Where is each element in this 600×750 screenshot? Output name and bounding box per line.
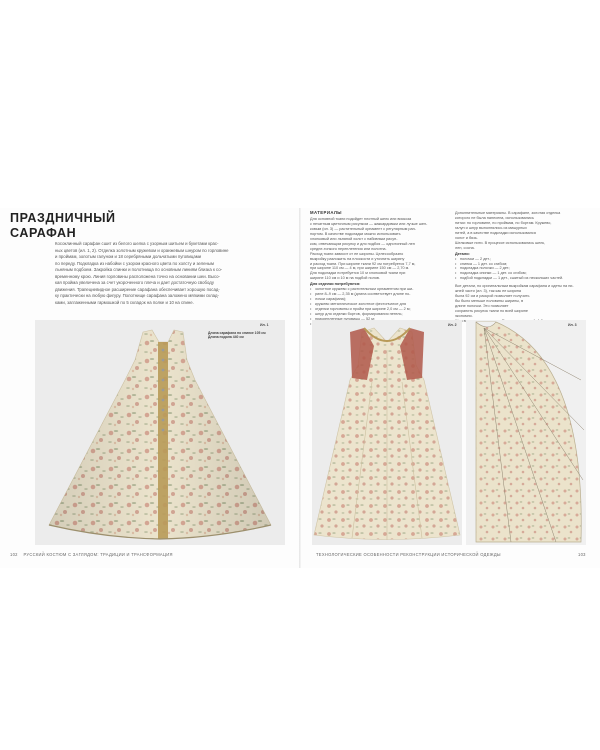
sarafan-front-illustration bbox=[35, 320, 285, 545]
materials-line: выкройку разложить на плоскости и уточнить ширину bbox=[310, 256, 405, 261]
intro-line: и проймам, золотым галуном и 18 серебряными дольчатыми пуговицами bbox=[55, 254, 202, 260]
materials-line: при ширине 110 см — 4 м, при ширине 150 см — 2,70 м. bbox=[310, 266, 410, 271]
intro-line: кая пройма увеличена за счет укороченного плеча и дает достаточную свободу bbox=[55, 280, 214, 286]
pattern-layout-illustration bbox=[466, 320, 586, 545]
details-item: • полочки — 2 дет.; bbox=[455, 257, 587, 262]
details-column bbox=[455, 211, 587, 325]
annotation-hem-length: Длина подола 440 см bbox=[208, 335, 244, 340]
trim-item: • отделки горловины и пройм при ширине 2,0 см — 2 м; bbox=[310, 307, 438, 312]
intro-line: по переду. Подкладка из набойки с узором красного цвета по холсту и зеленым bbox=[55, 260, 214, 266]
left-running-title: РУССКИЙ КОСТЮМ С ЗАГЛЯДОМ: ТРАДИЦИИ И ТРАНСФОРМАЦИЯ bbox=[23, 552, 173, 557]
trim-item: • кружево металлическое золотное фестончатое для bbox=[310, 302, 438, 307]
intro-line: льняным подбоем. Закройка спинки и полотнища по основным линиям близка к со- bbox=[55, 267, 223, 273]
annotation-back-length: Длина сарафана по спинке 105 см bbox=[208, 331, 266, 335]
intro-line: ками, заглаженными гармошкой по 5 складок на полке и 10 на спине. bbox=[55, 299, 194, 305]
cutting-line: была 92 см и раскрой позволяет получить bbox=[455, 294, 530, 299]
materials-heading: МАТЕРИАЛЫ bbox=[310, 210, 342, 215]
trim-item: • золотное кружево с растительным орнаментом при ши- bbox=[310, 287, 438, 292]
intro-paragraph bbox=[55, 241, 287, 306]
cutting-line: сохранить рисунок ткани по всей ширине bbox=[455, 309, 528, 314]
cutting-line: длине полочки. Это позволяет bbox=[455, 304, 509, 309]
figure-3-photo bbox=[466, 320, 586, 545]
right-folio bbox=[316, 552, 501, 557]
cutting-line: экономно. bbox=[455, 314, 473, 319]
left-page-number: 102 bbox=[10, 552, 18, 557]
materials-text bbox=[310, 217, 438, 281]
right-page-number: 103 bbox=[578, 552, 586, 557]
cutting-line: жней части (ил. 3), так как ее ширина bbox=[455, 289, 522, 294]
trim-item: • лочки сарафана); bbox=[310, 297, 438, 302]
details-list bbox=[455, 257, 587, 282]
materials-line: хлопковый или льняной холст с набивным рисун- bbox=[310, 236, 398, 241]
left-folio bbox=[10, 552, 173, 557]
details-subheading: Детали: bbox=[455, 251, 470, 256]
figure-2-label: Ил. 2 bbox=[448, 323, 457, 327]
details-item: • подбой подкладки — 1 дет., сшитый из нескольких частей. bbox=[455, 276, 587, 281]
cutting-text bbox=[455, 284, 587, 324]
extra-line: которого не была нанесена, использовались bbox=[455, 215, 534, 220]
extra-materials-text bbox=[455, 211, 587, 251]
intro-line: ных цветов (ил. 1, 2). Отделка золотным кружевом и оранжевым шнуром по горловине bbox=[55, 247, 229, 253]
cutting-line: Все детали, по оригинальным выкройкам сарафана и одеты на ни- bbox=[455, 284, 574, 289]
intro-line: ку практически на любую фигуру. Полотнище сарафана заложено мягкими склад- bbox=[55, 293, 219, 299]
intro-line: Косоклинный сарафан сшит из белого шелка с узорным шитьем и букетами крас- bbox=[55, 241, 219, 246]
materials-line: и расход ткани. При ширине ткани 92 см потребуется 7,7 м, bbox=[310, 261, 416, 266]
figure-1-label: Ил. 1 bbox=[260, 323, 269, 327]
figure-2-photo bbox=[312, 320, 462, 545]
materials-column bbox=[310, 211, 438, 327]
trim-item: • шнур для отделки бортов, формирования петель; bbox=[310, 312, 438, 317]
right-running-title: ТЕХНОЛОГИЧЕСКИЕ ОСОБЕННОСТИ РЕКОНСТРУКЦИИ ИСТОРИЧЕСКОЙ ОДЕЖДЫ bbox=[316, 552, 501, 557]
title-line-2: САРАФАН bbox=[10, 226, 77, 240]
materials-line: ковым (ил. 3) — растительный орнамент с регулярным рап- bbox=[310, 226, 416, 231]
figure-1-annotation bbox=[208, 331, 266, 339]
trim-subheading: Для отделки потребуются: bbox=[310, 282, 361, 287]
materials-line: с печатным цветочным рисунком — жаккардовым или лучше шел- bbox=[310, 221, 428, 226]
intro-line: движения. Трапециевидное расширение сарафана обеспечивает хорошую посад- bbox=[55, 286, 220, 292]
extra-line: Дополнительные материалы. В сарафане, золотая отделка bbox=[455, 211, 561, 215]
materials-line: ширине 110 см и 10 м на подбой полов. bbox=[310, 276, 381, 281]
materials-line: Для подкладки потребуется 10 м хлопковой ткани при bbox=[310, 271, 406, 276]
materials-line: ком, отвечающим рисунку и для подбоя — однотонный лен bbox=[310, 241, 415, 246]
details-item: • спинка — 1 дет. со сгибом; bbox=[455, 262, 587, 267]
figure-3-label: Ил. 3 bbox=[568, 323, 577, 327]
extra-line: лен, сосна. bbox=[455, 245, 475, 250]
details-item: • подкладка полочки — 2 дет.; bbox=[455, 266, 587, 271]
intro-line: временному крою. Линия горловины расположена точно на основании шеи. Высо- bbox=[55, 273, 220, 279]
figure-1-photo bbox=[35, 320, 285, 545]
page-title bbox=[10, 211, 140, 241]
materials-line: Для основной ткани подойдет плотный шелк или вискоза bbox=[310, 216, 412, 221]
extra-line: Шелковые нити. В процессе использовались шелк, bbox=[455, 240, 546, 245]
trim-item: • рине 8–9 см — 2,35 м (длина соответствует длине по- bbox=[310, 292, 438, 297]
extra-line: холст и бязь. bbox=[455, 235, 478, 240]
sarafan-back-illustration bbox=[312, 320, 462, 545]
cutting-line: бы было меньше половины ширины, в bbox=[455, 299, 524, 304]
details-item: • подкладка спинки — 1 дет. со сгибом; bbox=[455, 271, 587, 276]
title-line-1: ПРАЗДНИЧНЫЙ bbox=[10, 211, 116, 225]
book-gutter bbox=[299, 208, 301, 568]
materials-line: портом. В качестве подкладки можно использовать bbox=[310, 231, 401, 236]
extra-line: нитей, а в качестве подкладки использовался bbox=[455, 230, 536, 235]
extra-line: нитки: по горловине, по проймам, по бортам. Кружево, bbox=[455, 220, 552, 225]
materials-line: Расход ткани зависит от ее ширины. Целесообразно bbox=[310, 251, 404, 256]
extra-line: галун и шнур выполнялись из мишурных bbox=[455, 225, 527, 230]
materials-line: средне-тонкого переплетения или полотна. bbox=[310, 246, 387, 251]
